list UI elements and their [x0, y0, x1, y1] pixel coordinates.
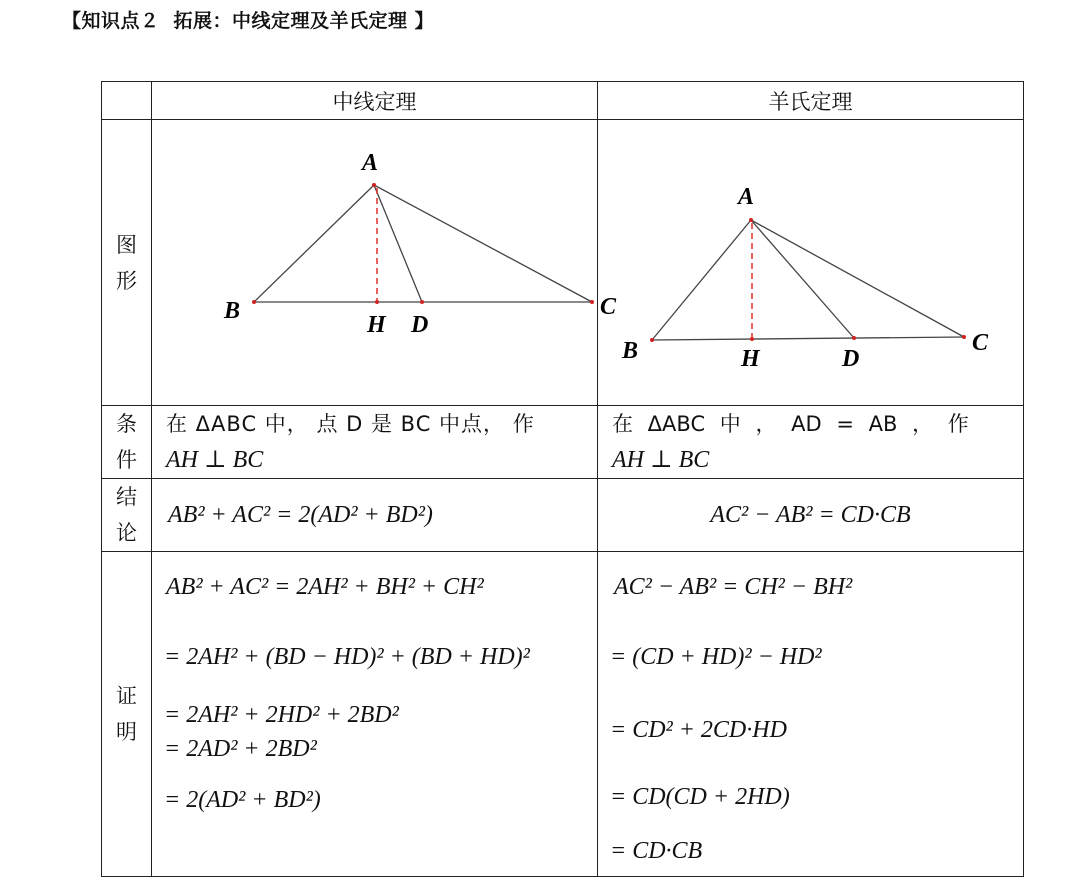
header-median-theorem: 中线定理	[152, 82, 598, 120]
point-C	[590, 300, 594, 304]
point-D	[420, 300, 424, 304]
condition-right-line2: AH ⊥ BC	[612, 447, 710, 473]
segment-BC	[652, 337, 964, 340]
conclusion-left: AB² + AC² = 2(AD² + BD²)	[152, 479, 598, 552]
segment-AB	[254, 185, 374, 302]
point-H	[750, 337, 754, 341]
label-A: A	[738, 184, 755, 210]
proof-left-step-3: = 2AH² + 2HD² + 2BD²	[164, 702, 399, 728]
segment-AC	[374, 185, 592, 302]
median-triangle-diagram	[152, 120, 617, 405]
proof-left-step-1: AB² + AC² = 2AH² + BH² + CH²	[166, 574, 484, 600]
condition-left	[152, 406, 598, 479]
condition-row	[102, 406, 1024, 479]
title-close: 】	[414, 10, 435, 32]
proof-left-step-2: = 2AH² + (BD − HD)² + (BD + HD)²	[164, 644, 530, 670]
label-D: D	[842, 346, 860, 372]
label-H: H	[741, 346, 760, 372]
condition-left-line2: AH ⊥ BC	[166, 447, 264, 473]
label-H: H	[367, 312, 386, 338]
figure-row	[102, 120, 1024, 406]
condition-left-line1: 在 ΔABC 中， 点 D 是 BC 中点， 作	[166, 412, 535, 436]
row-label-conclusion: 结 论	[102, 479, 152, 552]
row-label-figure: 图 形	[102, 120, 152, 406]
proof-left-step-5: = 2(AD² + BD²)	[164, 787, 321, 813]
label-C: C	[600, 294, 617, 320]
title-open: 【知识点２	[62, 10, 160, 32]
proof-right-step-1: AC² − AB² = CH² − BH²	[614, 574, 853, 600]
proof-left	[152, 552, 598, 877]
label-D: D	[411, 312, 429, 338]
segment-AD	[751, 220, 854, 338]
theorem-table	[101, 81, 1024, 877]
label-B: B	[622, 338, 639, 364]
proof-row	[102, 552, 1024, 877]
proof-right-step-5: = CD·CB	[610, 838, 703, 864]
point-B	[252, 300, 256, 304]
conclusion-row	[102, 479, 1024, 552]
title-text: 拓展：中线定理及羊氏定理	[173, 10, 408, 32]
condition-right	[598, 406, 1024, 479]
label-A: A	[362, 150, 379, 176]
condition-right-line1: 在 ΔABC 中 ， AD = AB ， 作	[612, 412, 969, 436]
point-B	[650, 338, 654, 342]
segment-AD-median	[374, 185, 422, 302]
figure-left-cell	[152, 120, 617, 406]
yang-triangle-diagram	[598, 120, 1024, 405]
segment-AB	[652, 220, 751, 340]
proof-right-step-2: = (CD + HD)² − HD²	[610, 644, 822, 670]
figure-right-cell	[598, 120, 1024, 406]
header-row	[102, 82, 1024, 120]
label-C: C	[972, 330, 989, 356]
proof-right	[598, 552, 1024, 877]
proof-right-step-4: = CD(CD + 2HD)	[610, 784, 790, 810]
proof-right-step-3: = CD² + 2CD·HD	[610, 717, 787, 743]
label-B: B	[224, 298, 241, 324]
point-A	[372, 183, 376, 187]
proof-left-step-4: = 2AD² + 2BD²	[164, 736, 317, 762]
header-yang-theorem: 羊氏定理	[598, 82, 1024, 120]
corner-cell	[102, 82, 152, 120]
point-H	[375, 300, 379, 304]
point-D	[852, 336, 856, 340]
row-label-condition: 条 件	[102, 406, 152, 479]
point-C	[962, 335, 966, 339]
row-label-proof: 证 明	[102, 552, 152, 877]
point-A	[749, 218, 753, 222]
segment-AC	[751, 220, 964, 337]
conclusion-right: AC² − AB² = CD·CB	[598, 479, 1024, 552]
section-title	[62, 6, 434, 33]
